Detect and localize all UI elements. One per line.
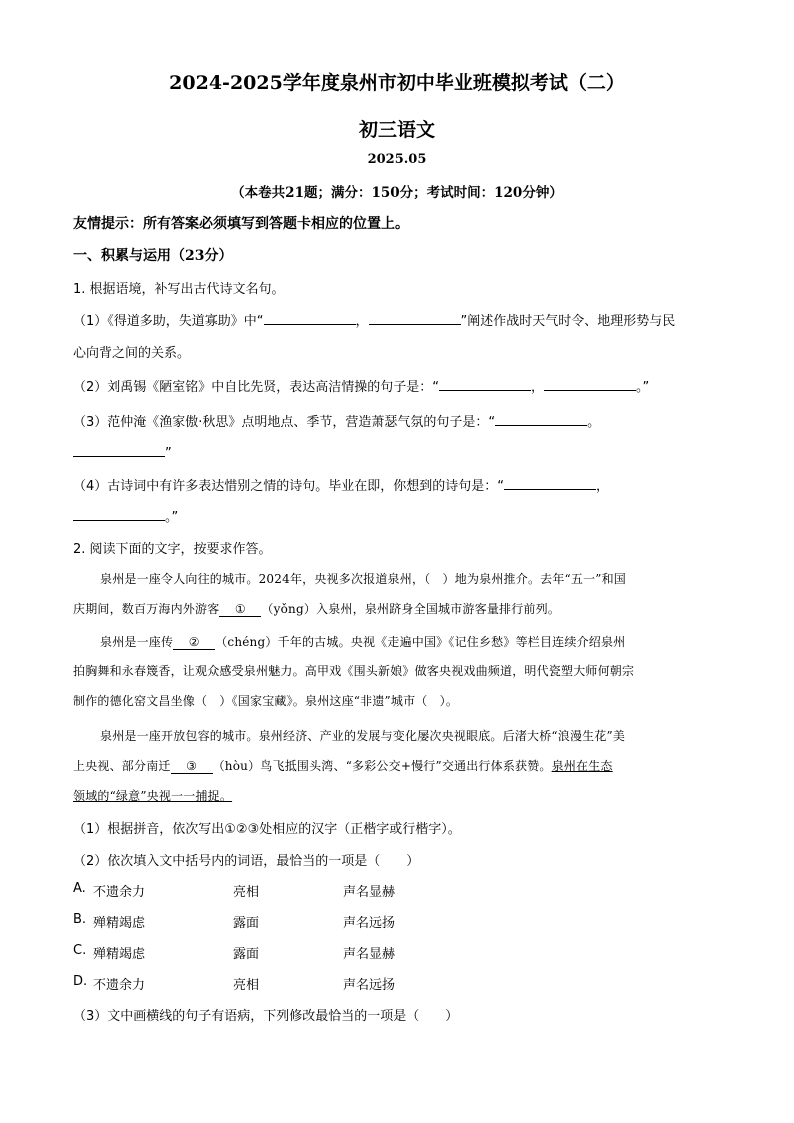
exam-title: 2024-2025学年度泉州市初中毕业班模拟考试（二） (169, 72, 625, 94)
passage-p3-line1: 泉州是一座开放包容的城市。泉州经济、产业的发展与变化屡次央视眼底。后渚大桥“浪漫生花”美 (100, 729, 626, 743)
q1-sub4-text: （4）古诗词中有许多表达惜别之情的诗句。毕业在即，你想到的诗句是：“ (73, 479, 505, 494)
pinyin-blank-3[interactable] (171, 759, 213, 774)
q1-stem: 1. 根据语境，补写出古代诗文名句。 (73, 282, 285, 297)
punct: ， (596, 479, 610, 494)
q1-sub3-line2 (73, 443, 172, 461)
q1-sub3-text: （3）范仲淹《渔家傲·秋思》点明地点、季节，营造萧瑟气氛的句子是：“ (73, 415, 496, 430)
section-heading: 一、积累与运用（23分） (73, 248, 233, 264)
punct: ， (355, 314, 369, 329)
passage-p2-line2: 拍胸舞和永春篾香，让观众感受泉州魅力。高甲戏《围头新娘》做客央视戏曲频道，明代瓷塑大师何朝宗 (73, 664, 635, 678)
passage-text: （yǒng）入泉州，泉州跻身全国城市游客量排行前列。 (261, 602, 561, 616)
passage-p1-line2 (73, 600, 560, 617)
q1-sub4-line1 (73, 475, 609, 494)
answer-blank[interactable] (439, 377, 531, 391)
q2-sub2: （2）依次填入文中括号内的词语，最恰当的一项是（ ） (73, 854, 420, 869)
q1-sub3-line1 (73, 411, 600, 430)
punct: 。” (636, 380, 650, 395)
punct: 。” (165, 510, 179, 525)
passage-text: （chéng）千年的古城。央视《走遍中国》《记住乡愁》等栏目连续介绍泉州 (215, 635, 626, 649)
underlined-sentence-start: 泉州在生态 (551, 759, 613, 773)
q1-sub1-text-b: ”阐述作战时天气时令、地理形势与民 (460, 314, 676, 329)
circled-number-3: ③ (186, 759, 198, 773)
answer-blank[interactable] (544, 377, 636, 391)
passage-p1-line1: 泉州是一座令人向往的城市。2024年，央视多次报道泉州，（ ）地为泉州推介。去年“五一”和国 (100, 572, 627, 586)
q2-sub3: （3）文中画横线的句子有语病，下列修改最恰当的一项是（ ） (73, 1009, 459, 1024)
passage-p3-line3 (73, 787, 232, 804)
q2-stem: 2. 阅读下面的文字，按要求作答。 (73, 542, 272, 557)
option-b-word3: 声名远扬 (343, 916, 396, 931)
q1-sub4-line2 (73, 506, 178, 525)
passage-p3-line2 (73, 757, 613, 774)
pinyin-blank-2[interactable] (173, 635, 215, 650)
punct: 。 (587, 415, 601, 430)
passage-text: 庆期间，数百万海内外游客 (73, 602, 220, 616)
circled-number-1: ① (234, 602, 246, 616)
q1-sub1-line2: 心向背之间的关系。 (73, 346, 191, 361)
option-a-word3: 声名显赫 (343, 885, 396, 900)
option-a-word2: 亮相 (233, 885, 260, 900)
underlined-sentence-end: 领域的“绿意”央视一一捕捉。 (73, 789, 233, 803)
pinyin-blank-1[interactable] (219, 602, 261, 617)
option-a-word1: 不遗余力 (93, 885, 146, 900)
exam-info: （本卷共21题；满分：150分；考试时间：120分钟） (231, 185, 563, 201)
answer-blank[interactable] (73, 443, 165, 457)
passage-p2-line1 (100, 633, 625, 650)
option-c-word3: 声名显赫 (343, 947, 396, 962)
option-d-label[interactable]: D. (73, 974, 88, 989)
q1-sub1-text-a: （1）《得道多助，失道寡助》中“ (73, 314, 264, 329)
answer-blank[interactable] (73, 507, 165, 521)
punct: ， (531, 380, 545, 395)
option-a-label[interactable]: A. (73, 881, 86, 896)
option-d-word1: 不遗余力 (93, 978, 146, 993)
option-c-word1: 殚精竭虑 (93, 947, 146, 962)
passage-text: （hòu）鸟飞抵围头湾、“多彩公交+慢行”交通出行体系获赞。 (212, 759, 552, 773)
q1-sub2-text: （2）刘禹锡《陋室铭》中自比先贤，表达高洁情操的句子是：“ (73, 380, 440, 395)
exam-date: 2025.05 (367, 152, 427, 167)
circled-number-2: ② (188, 635, 200, 649)
option-c-label[interactable]: C. (73, 943, 87, 958)
passage-text: 泉州是一座传 (100, 635, 174, 649)
option-b-word2: 露面 (233, 916, 260, 931)
friendly-tip: 友情提示：所有答案必须填写到答题卡相应的位置上。 (73, 216, 409, 232)
answer-blank[interactable] (369, 311, 461, 325)
answer-blank[interactable] (504, 476, 596, 490)
exam-subject: 初三语文 (358, 119, 435, 141)
option-c-word2: 露面 (233, 947, 260, 962)
answer-blank[interactable] (264, 311, 356, 325)
answer-blank[interactable] (495, 412, 587, 426)
option-d-word3: 声名远扬 (343, 978, 396, 993)
q2-sub1: （1）根据拼音，依次写出①②③处相应的汉字（正楷字或行楷字）。 (73, 822, 461, 837)
q1-sub1-line1 (73, 310, 675, 329)
option-b-word1: 殚精竭虑 (93, 916, 146, 931)
option-d-word2: 亮相 (233, 978, 260, 993)
q1-sub2-line (73, 376, 649, 395)
passage-p2-line3: 制作的德化窑文昌坐像（ ）《国家宝藏》。泉州这座“非遗”城市（ ）。 (73, 694, 459, 708)
punct: ” (165, 446, 172, 461)
passage-text: 上央视、部分南迁 (73, 759, 171, 773)
option-b-label[interactable]: B. (73, 912, 87, 927)
